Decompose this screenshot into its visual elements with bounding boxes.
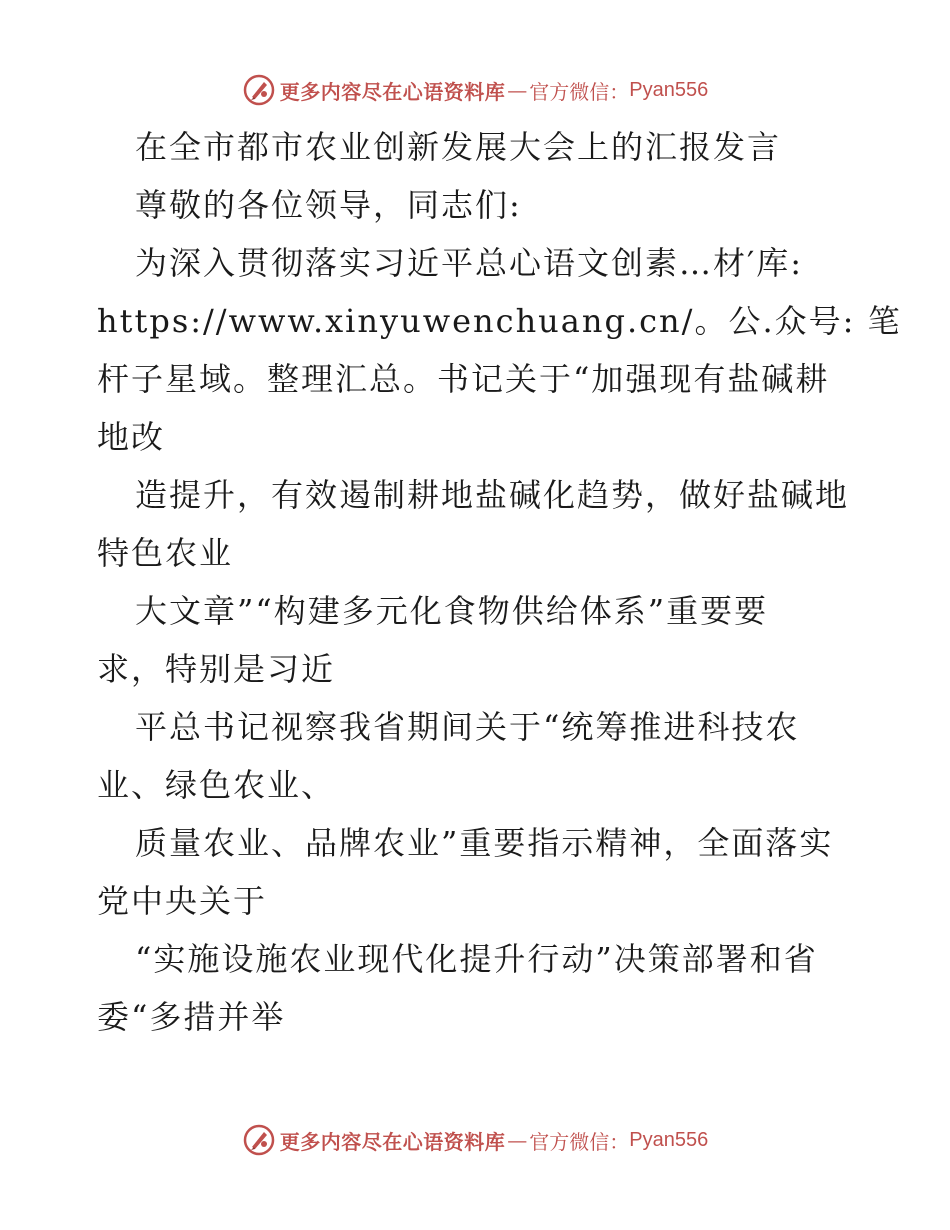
body-line: 委“多措并举 <box>97 998 286 1036</box>
body-line: https://www.xinyuwenchuang.cn/。公.众号: 笔 <box>97 302 902 340</box>
body-line: 特色农业 <box>97 534 234 572</box>
body-line: 造提升，有效遏制耕地盐碱化趋势，做好盐碱地 <box>135 476 850 514</box>
watermark-brand: 更多内容尽在心语资料库 <box>279 1129 506 1154</box>
body-line: 地改 <box>97 418 166 456</box>
body-line: 求，特别是习近 <box>97 650 336 688</box>
document-title: 在全市都市农业创新发展大会上的汇报发言 <box>135 128 782 166</box>
body-line: 质量农业、品牌农业”重要指示精神，全面落实 <box>135 824 834 862</box>
watermark-brand: 更多内容尽在心语资料库 <box>279 79 506 104</box>
brand-logo-icon <box>242 73 276 107</box>
body-line: 平总书记视察我省期间关于“统筹推进科技农 <box>135 708 800 746</box>
watermark-wechat-id: Pyan556 <box>629 78 709 101</box>
watermark-separator: — <box>507 78 528 102</box>
footer-watermark <box>0 1120 950 1160</box>
watermark-wechat-id: Pyan556 <box>629 1128 709 1151</box>
watermark-label: 官方微信： <box>529 1129 630 1154</box>
body-line: 党中央关于 <box>97 882 268 920</box>
document-salutation: 尊敬的各位领导，同志们: <box>135 186 522 224</box>
brand-logo-icon <box>242 1123 276 1157</box>
watermark-separator: — <box>507 1128 528 1152</box>
header-watermark <box>0 70 950 110</box>
body-line: 业、绿色农业、 <box>97 766 336 804</box>
watermark-label: 官方微信： <box>529 79 630 104</box>
document-body <box>97 118 902 1046</box>
body-line: 为深入贯彻落实习近平总心语文创素…材′库: <box>135 244 804 282</box>
body-line: “实施设施农业现代化提升行动”决策部署和省 <box>135 940 818 978</box>
body-line: 大文章”“构建多元化食物供给体系”重要要 <box>135 592 769 630</box>
body-line: 杆子星域。整理汇总。书记关于“加强现有盐碱耕 <box>97 360 830 398</box>
